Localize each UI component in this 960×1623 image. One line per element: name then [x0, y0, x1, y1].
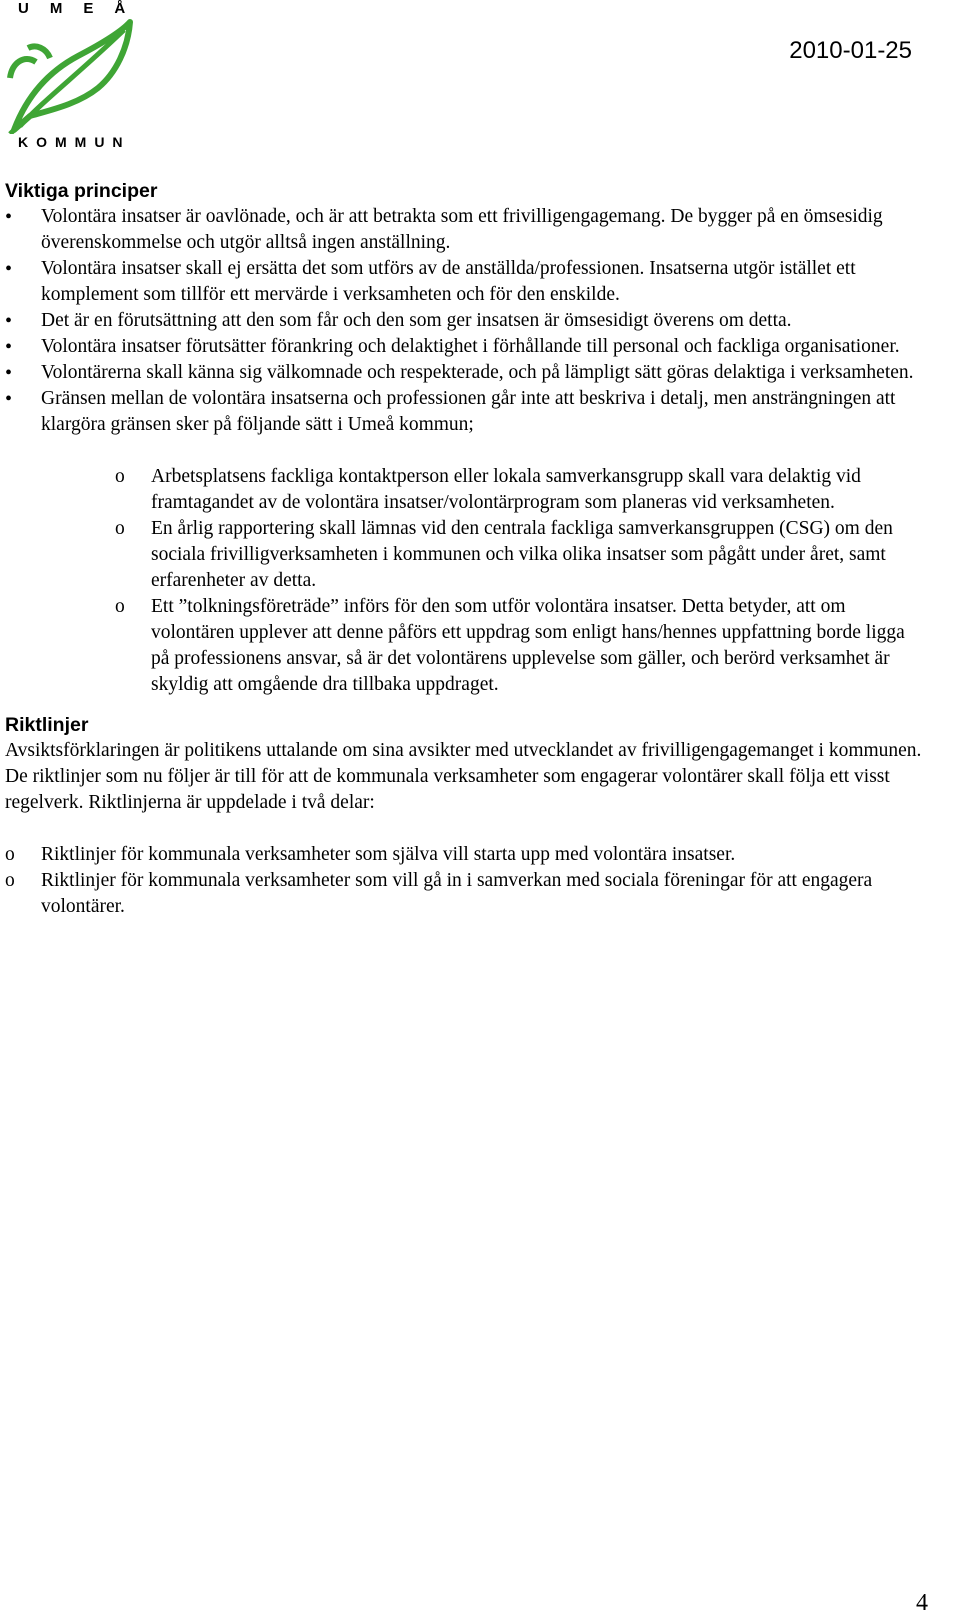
measure-item: o En årlig rapportering skall lämnas vid den centrala fackliga samverkansgruppen (CSG) om den sociala frivilligverksamheten i kommunen och vilka olika insatser som pågått under året, samt erfarenheter av detta.: [5, 516, 925, 594]
principle-item: • Volontära insatser skall ej ersätta det som utförs av de anställda/professionen. Insatserna utgör istället ett komplement som tillför ett mervärde i verksamheten och för den enskilde.: [5, 256, 925, 308]
guideline-item: o Riktlinjer för kommunala verksamheter som vill gå in i samverkan med sociala föreningar för att engagera volontärer.: [5, 868, 925, 920]
measure-item: o Ett ”tolkningsföreträde” införs för den som utför volontära insatser. Detta betyder, att om volontären upplever att denne påförs ett uppdrag som enligt hans/hennes uppfattning borde ligga på professionens ansvar, så är det volontärens upplevelse som gäller, och berörd verksamhet är skyldig att omgående dra tillbaka uppdraget.: [5, 594, 925, 698]
guidelines-paragraph: Avsiktsförklaringen är politikens uttalande om sina avsikter med utvecklandet av frivilligengagemanget i kommunen. De riktlinjer som nu följer är till för att de kommunala verksamheter som engagerar volontärer skall följa ett visst regelverk. Riktlinjerna är uppdelade i två delar:: [5, 740, 922, 813]
principle-item: • Det är en förutsättning att den som får och den som ger insatsen är ömsesidigt överens om detta.: [5, 308, 925, 334]
guideline-item: o Riktlinjer för kommunala verksamheter som själva vill starta upp med volontära insatser.: [5, 842, 925, 868]
guidelines-section: [5, 712, 925, 920]
guidelines-list: [5, 842, 925, 920]
document-body: [5, 178, 925, 920]
principle-item: • Volontära insatser förutsätter förankring och delaktighet i förhållande till personal och fackliga organisationer.: [5, 334, 925, 360]
leaf-icon: [6, 18, 136, 134]
measure-item: o Arbetsplatsens fackliga kontaktperson eller lokala samverkansgrupp skall vara delaktig vid framtagandet av de volontära insatser/volontärprogram som planeras vid verksamheten.: [5, 464, 925, 516]
boundary-measures-list: [5, 464, 925, 698]
page-number: 4: [916, 1590, 928, 1616]
section-title-principles: Viktiga principer: [5, 180, 158, 202]
principles-list: [5, 204, 925, 438]
logo-text-bottom: KOMMUN: [18, 134, 131, 150]
umea-kommun-logo: [6, 0, 147, 150]
principle-item: • Volontärerna skall känna sig välkomnade och respekterade, och på lämpligt sätt göras delaktiga i verksamheten.: [5, 360, 925, 386]
principle-item: • Volontära insatser är oavlönade, och är att betrakta som ett frivilligengagemang. De bygger på en ömsesidig överenskommelse och utgör alltså ingen anställning.: [5, 204, 925, 256]
logo-text-top: UMEÅ: [18, 0, 147, 17]
principle-item: • Gränsen mellan de volontära insatserna och professionen går inte att beskriva i detalj, men ansträngningen att klargöra gränsen sker på följande sätt i Umeå kommun;: [5, 386, 925, 438]
section-title-guidelines: Riktlinjer: [5, 714, 89, 736]
document-date: 2010-01-25: [789, 37, 912, 64]
